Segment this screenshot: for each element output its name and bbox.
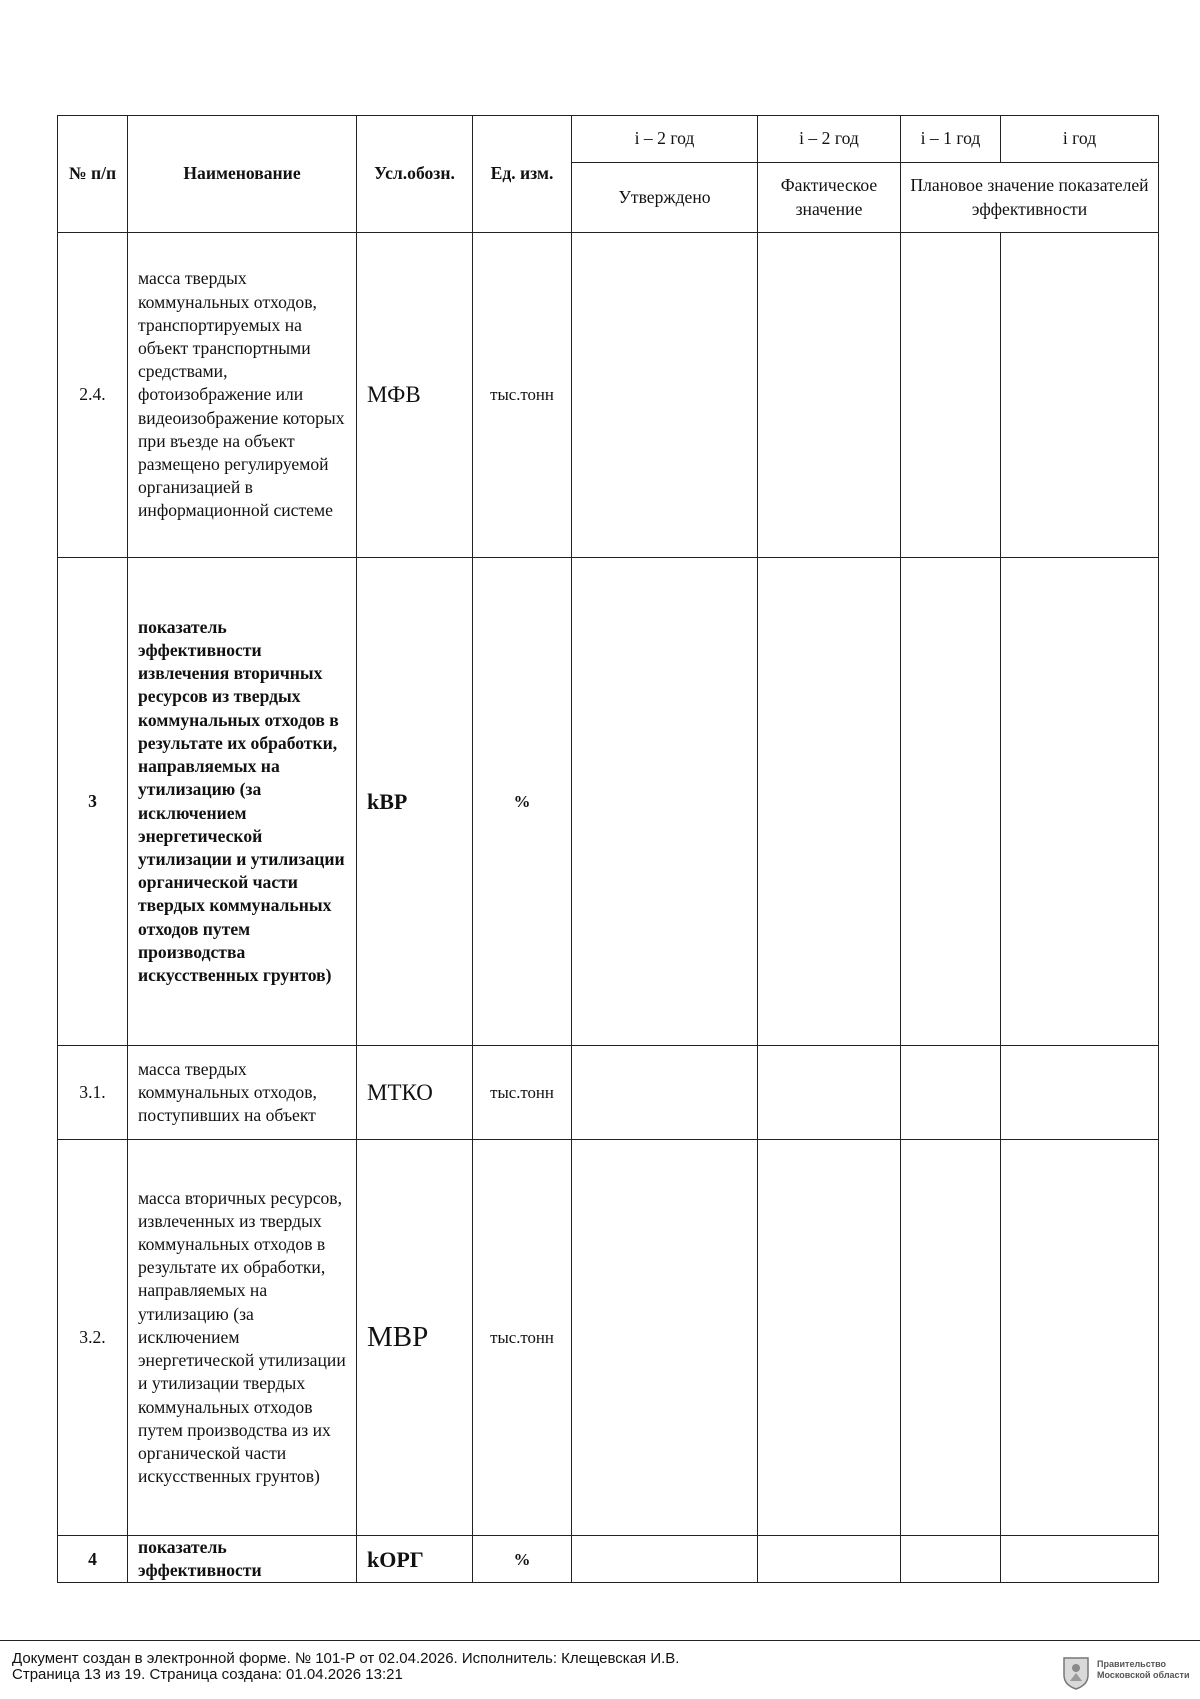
row-name: масса твердых коммунальных отходов, поступивших на объект xyxy=(128,1046,357,1140)
row-symbol: МВР xyxy=(357,1140,473,1536)
row-unit: % xyxy=(473,558,572,1046)
year-header: i – 2 год xyxy=(572,116,758,163)
value-cell xyxy=(901,1140,1001,1536)
row-number: 4 xyxy=(58,1536,128,1583)
row-unit: тыс.тонн xyxy=(473,233,572,558)
value-cell xyxy=(901,1046,1001,1140)
table-row xyxy=(58,1140,1159,1536)
row-symbol: kОРГ xyxy=(357,1536,473,1583)
row-symbol: МТКО xyxy=(357,1046,473,1140)
value-cell xyxy=(1001,1140,1159,1536)
logo-text-line2: Московской области xyxy=(1097,1670,1190,1680)
value-cell xyxy=(1001,1046,1159,1140)
value-cell xyxy=(758,1536,901,1583)
header-row-top xyxy=(58,116,1159,163)
value-cell xyxy=(901,1536,1001,1583)
row-name: показатель эффективности извлечения вторичных ресурсов из твердых коммунальных отходов в результате их обработки, направляемых на утилизацию (за исключением энергетической утилизации и утилизации органической части твердых коммунальных отходов путем производства искусственных грунтов) xyxy=(128,558,357,1046)
row-unit: тыс.тонн xyxy=(473,1140,572,1536)
year-header: i год xyxy=(1001,116,1159,163)
value-cell xyxy=(1001,558,1159,1046)
col-num-header: № п/п xyxy=(58,116,128,233)
row-name: масса твердых коммунальных отходов, транспортируемых на объект транспортными средствами, фотоизображение или видеоизображение которых при въезде на объект размещено регулируемой организацией в информационной системе xyxy=(128,233,357,558)
footer-document-info: Документ создан в электронной форме. № 101-Р от 02.04.2026. Исполнитель: Клещевская И.В. xyxy=(12,1650,680,1667)
table-row xyxy=(58,233,1159,558)
row-number: 2.4. xyxy=(58,233,128,558)
row-number: 3 xyxy=(58,558,128,1046)
actual-header: Фактическое значение xyxy=(758,163,901,233)
value-cell xyxy=(572,1536,758,1583)
value-cell xyxy=(1001,233,1159,558)
value-cell xyxy=(758,1046,901,1140)
value-cell xyxy=(572,1140,758,1536)
year-header: i – 1 год xyxy=(901,116,1001,163)
col-symbol-header: Усл.обозн. xyxy=(357,116,473,233)
col-unit-header: Ед. изм. xyxy=(473,116,572,233)
table-row xyxy=(58,1536,1159,1583)
row-number: 3.2. xyxy=(58,1140,128,1536)
approved-header: Утверждено xyxy=(572,163,758,233)
value-cell xyxy=(758,1140,901,1536)
page-footer xyxy=(0,1640,1200,1699)
coat-of-arms-icon xyxy=(1062,1655,1090,1691)
value-cell xyxy=(572,1046,758,1140)
footer-page-info: Страница 13 из 19. Страница создана: 01.04.2026 13:21 xyxy=(12,1666,403,1683)
row-unit: % xyxy=(473,1536,572,1583)
value-cell xyxy=(572,558,758,1046)
value-cell xyxy=(901,233,1001,558)
table-row xyxy=(58,1046,1159,1140)
col-name-header: Наименование xyxy=(128,116,357,233)
value-cell xyxy=(758,558,901,1046)
value-cell xyxy=(758,233,901,558)
indicators-table xyxy=(57,115,1159,1583)
row-name: показатель эффективности xyxy=(128,1536,357,1583)
value-cell xyxy=(1001,1536,1159,1583)
logo-text-line1: Правительство xyxy=(1097,1659,1167,1669)
year-header: i – 2 год xyxy=(758,116,901,163)
row-unit: тыс.тонн xyxy=(473,1046,572,1140)
row-symbol: kВР xyxy=(357,558,473,1046)
row-symbol: МФВ xyxy=(357,233,473,558)
value-cell xyxy=(901,558,1001,1046)
value-cell xyxy=(572,233,758,558)
table-row xyxy=(58,558,1159,1046)
row-name: масса вторичных ресурсов, извлеченных из твердых коммунальных отходов в результате их обработки, направляемых на утилизацию (за исключением энергетической утилизации и утилизации твердых коммунальных отходов путем производства из их органической части искусственных грунтов) xyxy=(128,1140,357,1536)
row-number: 3.1. xyxy=(58,1046,128,1140)
planned-header: Плановое значение показателей эффективности xyxy=(901,163,1159,233)
